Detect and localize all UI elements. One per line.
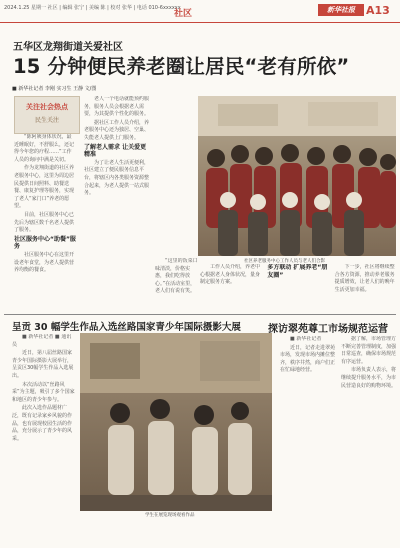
paragraph: 近日，记者走进翠苑市场，发现市场内摊位整齐，秩序井然，商户们正在忙碌地经营。: [280, 344, 336, 374]
paragraph: 工作人员介绍，养老中心根据老人身体状况，量身制定服务方案。: [200, 264, 261, 286]
subheading: 多方联动 扩展养老“朋友圈”: [267, 264, 328, 279]
page-number: A13: [366, 4, 390, 17]
article-column-3: [200, 264, 396, 310]
students-photo-caption: 学生在展览现场观看作品: [145, 513, 195, 518]
badge-title: 关注社会热点: [26, 103, 68, 111]
paragraph: 作为龙翔街道的社区养老服务中心，这里为周边居民提供日间照料、助餐送餐、康复护理等服务，实现了老人“家门口”养老的愿望。: [14, 165, 75, 210]
article-headline-2: 呈贡 30 幅学生作品入选丝路国家青少年国际摄影大展: [12, 322, 241, 333]
header-section: 社区: [174, 9, 193, 19]
students-photo-illustration: [80, 333, 272, 511]
paragraph: ■ 新华社记者 ■ 通讯员: [12, 334, 72, 348]
subheading: 社区服务中心“助餐”服务: [14, 235, 76, 251]
students-photo: [80, 333, 272, 511]
paragraph: 下一步，社区将继续整合各方资源，推动养老服务提质增效，让老人们的晚年生活更加幸福。: [334, 264, 395, 293]
article-column-2: [84, 96, 150, 310]
article-headline-3: 探访翠苑尊工市场规范运营: [268, 324, 388, 335]
article-kicker: 五华区龙翔街道关爱社区: [13, 42, 123, 53]
paragraph: 为了让老人生活更便利，社区建立了便民服务信息平台，将辖区内各类服务资源整合起来，为老人提供一站式服务。: [84, 159, 150, 197]
paragraph: 本次活动以“丝路风采”为主题，吸引了多个国家和地区的青少年参与。: [12, 381, 75, 403]
brand-logo: 新华社报: [318, 4, 364, 16]
article-3-body: [280, 336, 396, 544]
article-column-1: [14, 134, 76, 310]
section-divider: [4, 314, 396, 315]
paragraph: “这里的饭菜口味清淡，价格实惠，我们吃得放心。”在活动室里，老人们有说有笑。: [155, 258, 198, 295]
group-photo: [198, 96, 396, 256]
paragraph: 此次入选作品题材广泛，既有记录家乡风貌的作品，也有展现校园生活的作品，充分展示了青少年的风采。: [12, 405, 73, 442]
paragraph: ■ 新华社记者: [290, 336, 322, 342]
article-byline: ■ 新华社记者 李刚 实习生 王静 文/图: [12, 86, 97, 92]
paragraph: 据了解，市场管理方不断完善管理制度，加强日常巡查，确保市场规范有序运营。: [341, 336, 396, 365]
paragraph: 老人一个电话就能预约服务，服务人员会根据老人需要，为其提供个性化的服务。: [84, 96, 150, 118]
paragraph: 目前，社区服务中心已先后为辖区数千名老人提供了服务。: [14, 211, 75, 234]
header-dateline: 2024.1.25 星期一 社区 | 编辑 张宁 | 美编 陈 | 校对 张华 | 电话 010-6xxxxxx: [4, 5, 181, 11]
article-column-3a: [155, 258, 199, 310]
paragraph: 近日，第八届丝路国家青少年国际摄影大展举行，呈贡区30幅学生作品入选展出。: [12, 350, 74, 379]
article-2-body: [12, 334, 76, 544]
article-headline: 15 分钟便民养老圈让居民“老有所依”: [13, 55, 350, 78]
subheading: 了解老人需求 让关爱更精准: [84, 143, 147, 159]
paragraph: 据社区工作人员介绍，养老服务中心还为独居、空巢、失能老人提供上门服务。: [84, 119, 150, 141]
paragraph: 市场负责人表示，将继续提升服务水平，为市民营造良好的购物环境。: [341, 367, 396, 389]
topic-badge: [14, 96, 80, 134]
badge-subtitle: 民生关注: [34, 117, 59, 124]
photo-caption: 社区养老服务中心工作人员与老人们合影: [244, 259, 325, 264]
group-photo-illustration: [198, 96, 396, 256]
paragraph: 社区服务中心在这里开设老年食堂，为老人提供营养均衡的餐食。: [14, 251, 75, 274]
paragraph: “陈阿姨身体状况，最近睡眠好，不舒服么，还记得今年您的疗程……”工作人员的询问中满是关切。: [14, 134, 75, 163]
